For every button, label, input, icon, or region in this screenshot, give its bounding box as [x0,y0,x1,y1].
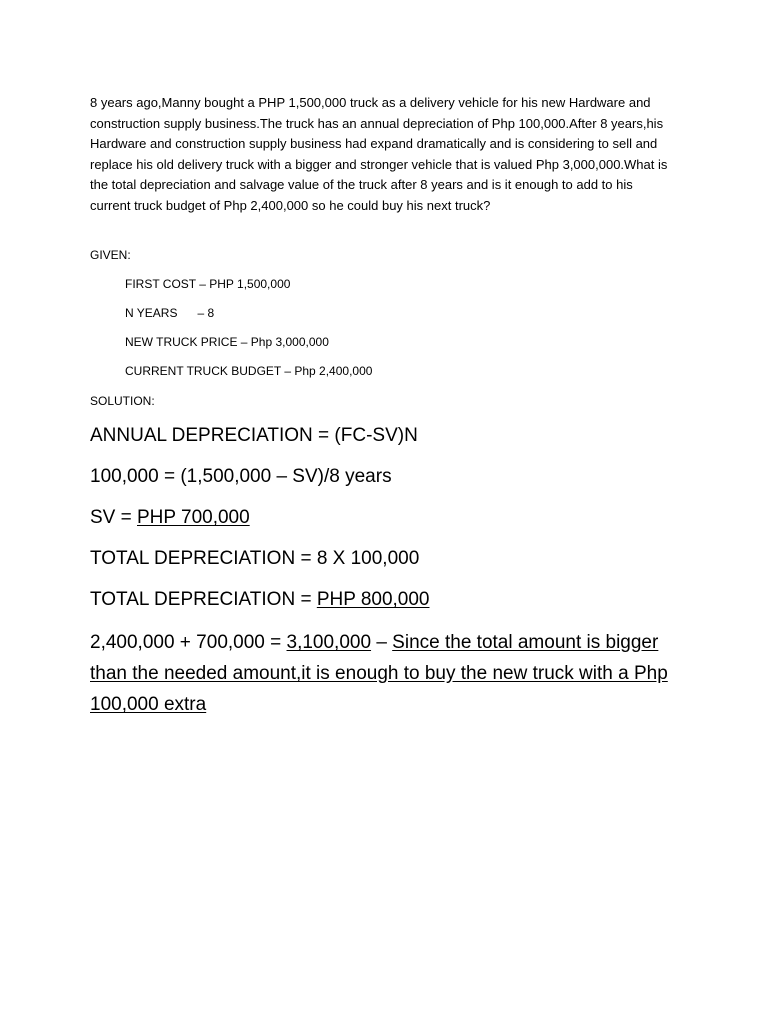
depreciation-equation: 100,000 = (1,500,000 – SV)/8 years [90,466,392,487]
sum-answer: 3,100,000 [286,632,372,653]
sum-prefix: 2,400,000 + 700,000 = [90,632,287,653]
salvage-value-prefix: SV = [90,507,137,528]
problem-statement: 8 years ago,Manny bought a PHP 1,500,000 truck as a delivery vehicle for his new Hardware and construction supply business.The truck has an annual depreciation of Php 100,000.After 8 years,his Hardware and construction supply business had expand dramatically and is considering to sell and replace his old delivery truck with a bigger and stronger vehicle that is valued Php 3,000,000.What is the total depreciation and salvage value of the truck after 8 years and is it enough to add to his current truck budget of Php 2,400,000 so he could buy his next truck? [90,95,668,213]
conclusion-text: Since the total amount is bigger than the needed amount,it is enough to buy the new truck with a Php 100,000 extra [90,632,668,715]
salvage-value-answer: PHP 700,000 [137,507,250,528]
total-depreciation-line [90,588,430,612]
given-heading: GIVEN: [90,248,131,262]
given-first-cost: FIRST COST – PHP 1,500,000 [125,277,291,291]
total-depreciation-answer: PHP 800,000 [316,589,430,610]
total-depreciation-prefix: TOTAL DEPRECIATION = [90,589,317,610]
total-depreciation-formula: TOTAL DEPRECIATION = 8 X 100,000 [90,548,420,569]
salvage-value-line [90,506,250,530]
annual-depreciation-formula: ANNUAL DEPRECIATION = (FC-SV)N [90,425,418,446]
given-new-truck-price: NEW TRUCK PRICE – Php 3,000,000 [125,335,329,349]
n-years-label: N YEARS [125,306,178,320]
conclusion-paragraph [90,627,690,720]
sum-dash: – [371,632,393,653]
solution-heading: SOLUTION: [90,394,155,408]
given-n-years [125,306,214,320]
n-years-value: – 8 [197,306,215,320]
given-current-budget: CURRENT TRUCK BUDGET – Php 2,400,000 [125,364,373,378]
